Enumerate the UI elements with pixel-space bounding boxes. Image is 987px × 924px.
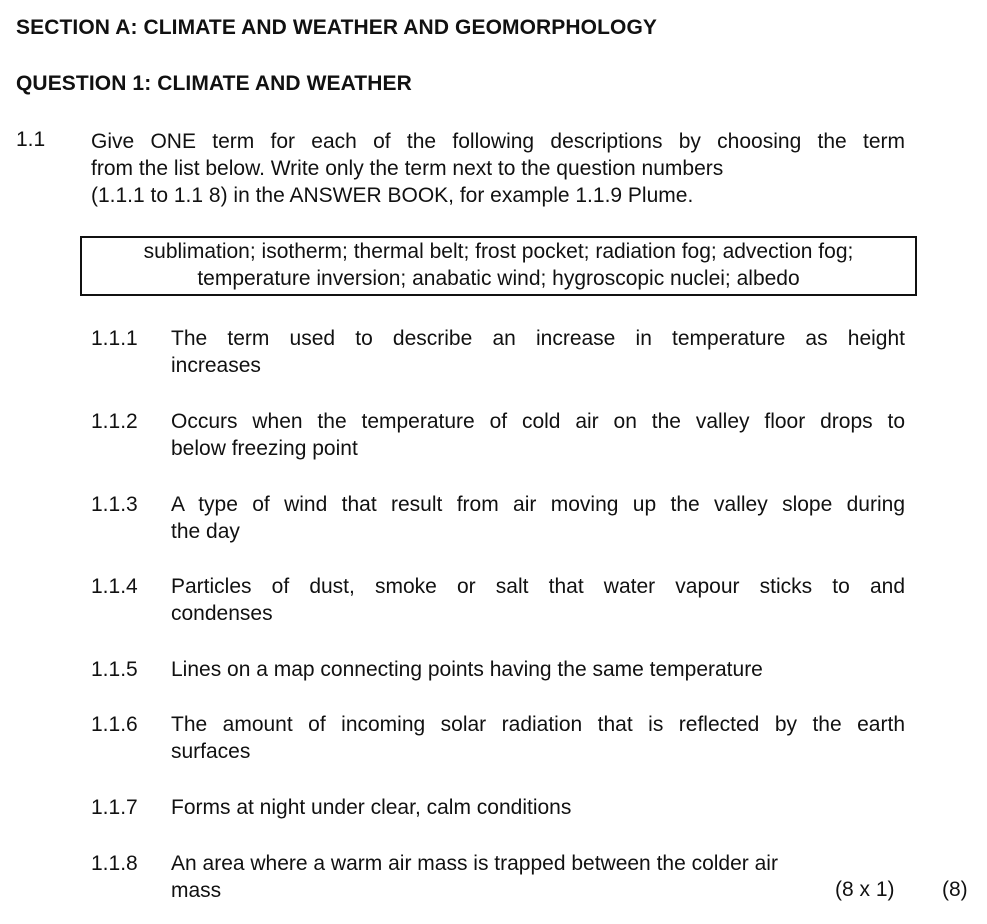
term-list-line: temperature inversion; anabatic wind; hygroscopic nuclei; albedo	[197, 267, 800, 290]
item-line: Forms at night under clear, calm conditions	[171, 796, 572, 819]
item-text	[171, 325, 905, 379]
item-number: 1.1.4	[91, 575, 138, 598]
item-line: An area where a warm air mass is trapped between the colder air	[171, 852, 778, 875]
item-line: The amount of incoming solar radiation that is reflected by the earth	[171, 713, 905, 736]
item-number: 1.1.6	[91, 713, 138, 736]
marks-total: (8)	[942, 878, 968, 901]
item-number: 1.1.7	[91, 796, 138, 819]
item-text	[171, 794, 905, 821]
item-line: Particles of dust, smoke or salt that water vapour sticks to and	[171, 575, 905, 598]
item-text	[171, 850, 905, 904]
term-list-box	[80, 236, 917, 296]
term-list-line: sublimation; isotherm; thermal belt; frost pocket; radiation fog; advection fog;	[143, 240, 854, 263]
instruction-line: (1.1.1 to 1.1 8) in the ANSWER BOOK, for example 1.1.9 Plume.	[91, 184, 694, 207]
item-text	[171, 656, 905, 683]
question-title: QUESTION 1: CLIMATE AND WEATHER	[16, 72, 412, 95]
instruction-line: from the list below. Write only the term next to the question numbers	[91, 157, 724, 180]
item-line: increases	[171, 354, 261, 377]
item-number: 1.1.3	[91, 493, 138, 516]
item-line: below freezing point	[171, 437, 358, 460]
item-line: Lines on a map connecting points having the same temperature	[171, 658, 763, 681]
section-title: SECTION A: CLIMATE AND WEATHER AND GEOMORPHOLOGY	[16, 16, 658, 39]
question-instruction	[91, 128, 905, 209]
item-line: mass	[171, 879, 222, 902]
item-line: surfaces	[171, 740, 251, 763]
item-text	[171, 711, 905, 765]
item-line: The term used to describe an increase in temperature as height	[171, 327, 905, 350]
item-text	[171, 408, 905, 462]
item-number: 1.1.1	[91, 327, 138, 350]
question-number: 1.1	[16, 128, 46, 151]
item-line: condenses	[171, 602, 273, 625]
item-number: 1.1.2	[91, 410, 138, 433]
item-number: 1.1.5	[91, 658, 138, 681]
item-number: 1.1.8	[91, 852, 138, 875]
item-line: Occurs when the temperature of cold air on the valley floor drops to	[171, 410, 905, 433]
marks-calculation: (8 x 1)	[835, 878, 895, 901]
item-line: the day	[171, 520, 240, 543]
item-line: A type of wind that result from air moving up the valley slope during	[171, 493, 905, 516]
item-text	[171, 573, 905, 627]
item-text	[171, 491, 905, 545]
instruction-line: Give ONE term for each of the following descriptions by choosing the term	[91, 130, 905, 153]
